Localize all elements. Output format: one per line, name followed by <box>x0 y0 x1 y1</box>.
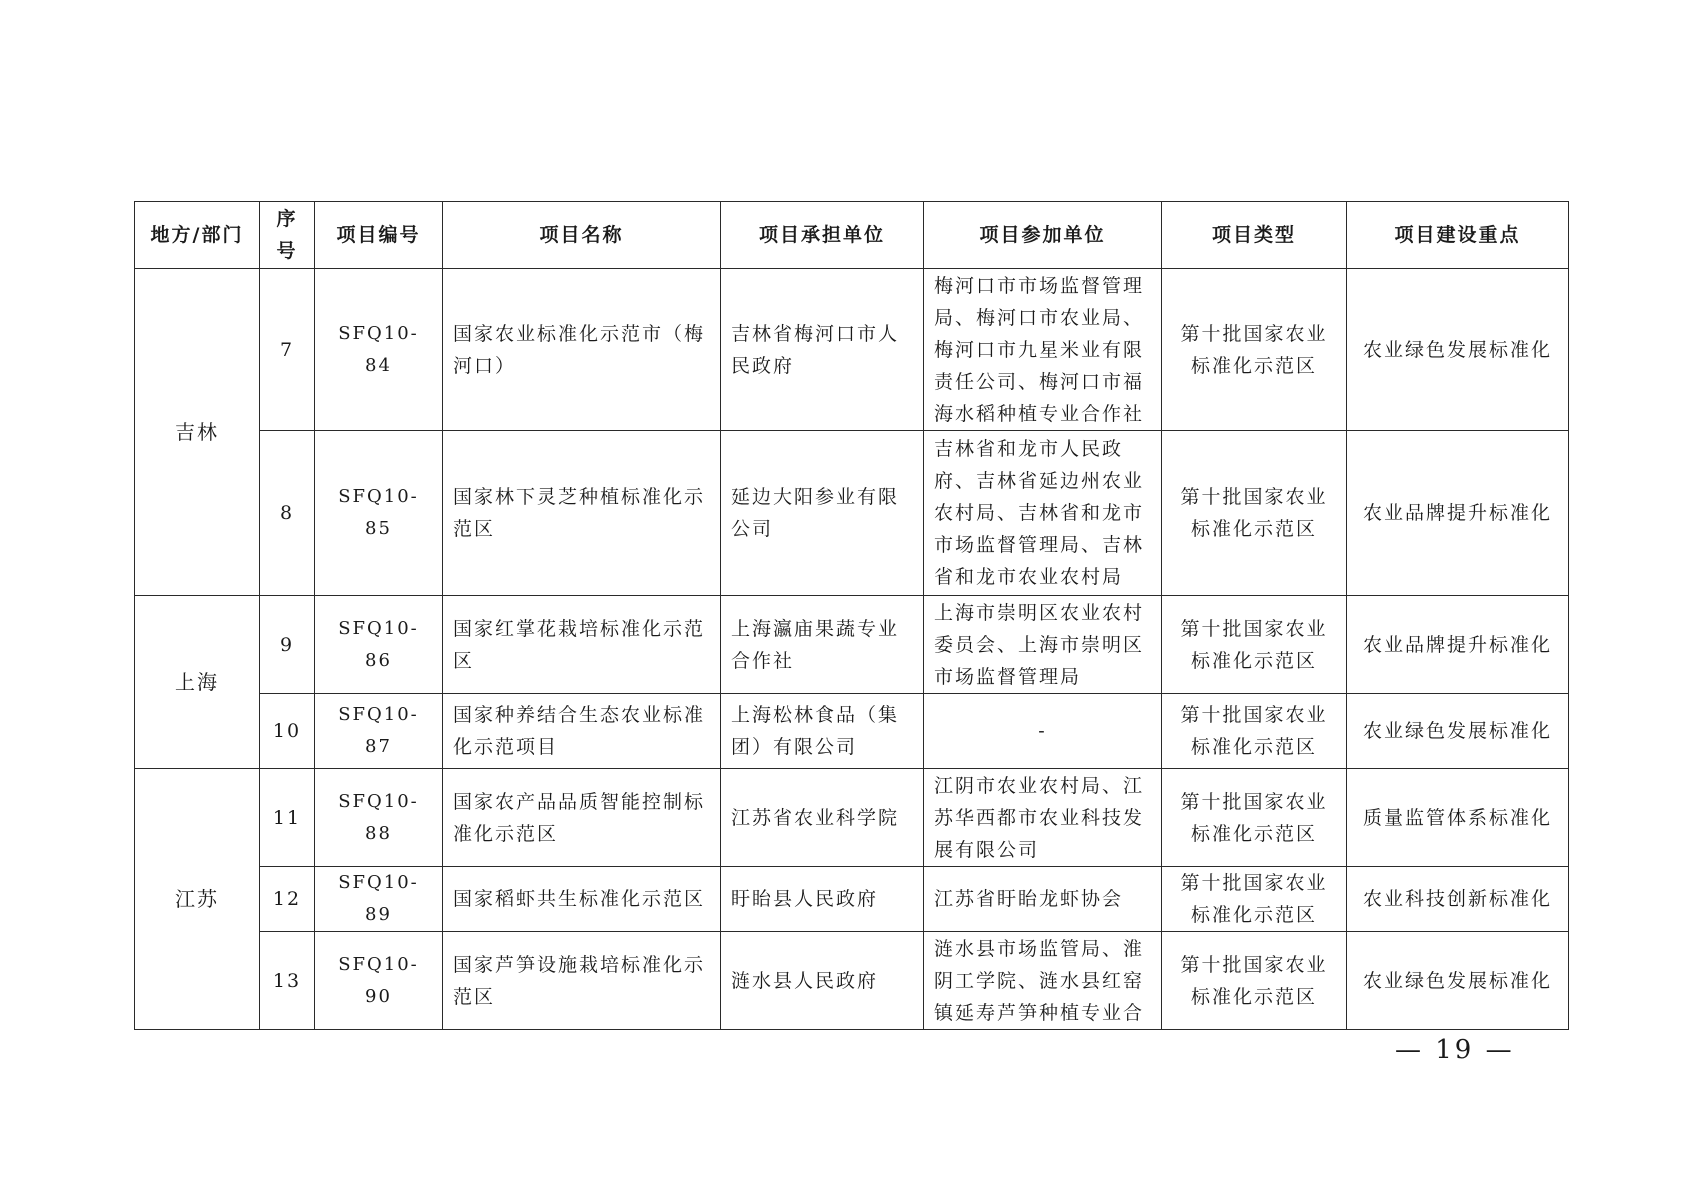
name-cell: 国家红掌花栽培标准化示范区 <box>443 596 721 694</box>
focus-cell: 质量监管体系标准化 <box>1347 769 1569 867</box>
focus-cell: 农业绿色发展标准化 <box>1347 269 1569 431</box>
undertaker-cell: 盱眙县人民政府 <box>721 867 924 932</box>
region-cell: 吉林 <box>135 269 260 596</box>
header-name: 项目名称 <box>443 202 721 269</box>
code-cell: SFQ10-89 <box>315 867 443 932</box>
undertaker-cell: 江苏省农业科学院 <box>721 769 924 867</box>
focus-cell: 农业绿色发展标准化 <box>1347 694 1569 769</box>
header-undertaker: 项目承担单位 <box>721 202 924 269</box>
table-row <box>135 694 1569 769</box>
name-cell: 国家种养结合生态农业标准化示范项目 <box>443 694 721 769</box>
name-cell: 国家林下灵芝种植标准化示范区 <box>443 431 721 596</box>
type-cell: 第十批国家农业标准化示范区 <box>1162 269 1347 431</box>
project-table <box>134 201 1569 1030</box>
seq-cell: 12 <box>260 867 315 932</box>
header-seq: 序号 <box>260 202 315 269</box>
participants-cell: 江苏省盱眙龙虾协会 <box>924 867 1162 932</box>
table-row <box>135 269 1569 431</box>
type-cell: 第十批国家农业标准化示范区 <box>1162 694 1347 769</box>
seq-cell: 7 <box>260 269 315 431</box>
table-row <box>135 596 1569 694</box>
name-cell: 国家农业标准化示范市（梅河口） <box>443 269 721 431</box>
code-cell: SFQ10-86 <box>315 596 443 694</box>
undertaker-cell: 吉林省梅河口市人民政府 <box>721 269 924 431</box>
participants-cell: 涟水县市场监管局、淮阴工学院、涟水县红窑镇延寿芦笋种植专业合 <box>924 932 1162 1030</box>
seq-cell: 10 <box>260 694 315 769</box>
undertaker-cell: 上海瀛庙果蔬专业合作社 <box>721 596 924 694</box>
focus-cell: 农业品牌提升标准化 <box>1347 596 1569 694</box>
code-cell: SFQ10-85 <box>315 431 443 596</box>
name-cell: 国家稻虾共生标准化示范区 <box>443 867 721 932</box>
table-row <box>135 867 1569 932</box>
table-row <box>135 431 1569 596</box>
type-cell: 第十批国家农业标准化示范区 <box>1162 431 1347 596</box>
name-cell: 国家芦笋设施栽培标准化示范区 <box>443 932 721 1030</box>
focus-cell: 农业品牌提升标准化 <box>1347 431 1569 596</box>
participants-cell: - <box>924 694 1162 769</box>
focus-cell: 农业绿色发展标准化 <box>1347 932 1569 1030</box>
seq-cell: 11 <box>260 769 315 867</box>
seq-cell: 8 <box>260 431 315 596</box>
participants-cell: 上海市崇明区农业农村委员会、上海市崇明区市场监督管理局 <box>924 596 1162 694</box>
table-row <box>135 769 1569 867</box>
code-cell: SFQ10-88 <box>315 769 443 867</box>
undertaker-cell: 涟水县人民政府 <box>721 932 924 1030</box>
header-region: 地方/部门 <box>135 202 260 269</box>
table-row <box>135 932 1569 1030</box>
region-cell: 江苏 <box>135 769 260 1030</box>
type-cell: 第十批国家农业标准化示范区 <box>1162 769 1347 867</box>
focus-cell: 农业科技创新标准化 <box>1347 867 1569 932</box>
page-number: — 19 — <box>1395 1035 1515 1065</box>
code-cell: SFQ10-84 <box>315 269 443 431</box>
undertaker-cell: 上海松林食品（集团）有限公司 <box>721 694 924 769</box>
region-cell: 上海 <box>135 596 260 769</box>
header-focus: 项目建设重点 <box>1347 202 1569 269</box>
seq-cell: 9 <box>260 596 315 694</box>
header-participants: 项目参加单位 <box>924 202 1162 269</box>
type-cell: 第十批国家农业标准化示范区 <box>1162 596 1347 694</box>
table-header-row <box>135 202 1569 269</box>
participants-cell: 吉林省和龙市人民政府、吉林省延边州农业农村局、吉林省和龙市市场监督管理局、吉林省和龙市农业农村局 <box>924 431 1162 596</box>
seq-cell: 13 <box>260 932 315 1030</box>
name-cell: 国家农产品品质智能控制标准化示范区 <box>443 769 721 867</box>
type-cell: 第十批国家农业标准化示范区 <box>1162 867 1347 932</box>
undertaker-cell: 延边大阳参业有限公司 <box>721 431 924 596</box>
header-code: 项目编号 <box>315 202 443 269</box>
participants-cell: 梅河口市市场监督管理局、梅河口市农业局、梅河口市九星米业有限责任公司、梅河口市福海水稻种植专业合作社 <box>924 269 1162 431</box>
participants-cell: 江阴市农业农村局、江苏华西都市农业科技发展有限公司 <box>924 769 1162 867</box>
header-type: 项目类型 <box>1162 202 1347 269</box>
code-cell: SFQ10-87 <box>315 694 443 769</box>
code-cell: SFQ10-90 <box>315 932 443 1030</box>
type-cell: 第十批国家农业标准化示范区 <box>1162 932 1347 1030</box>
